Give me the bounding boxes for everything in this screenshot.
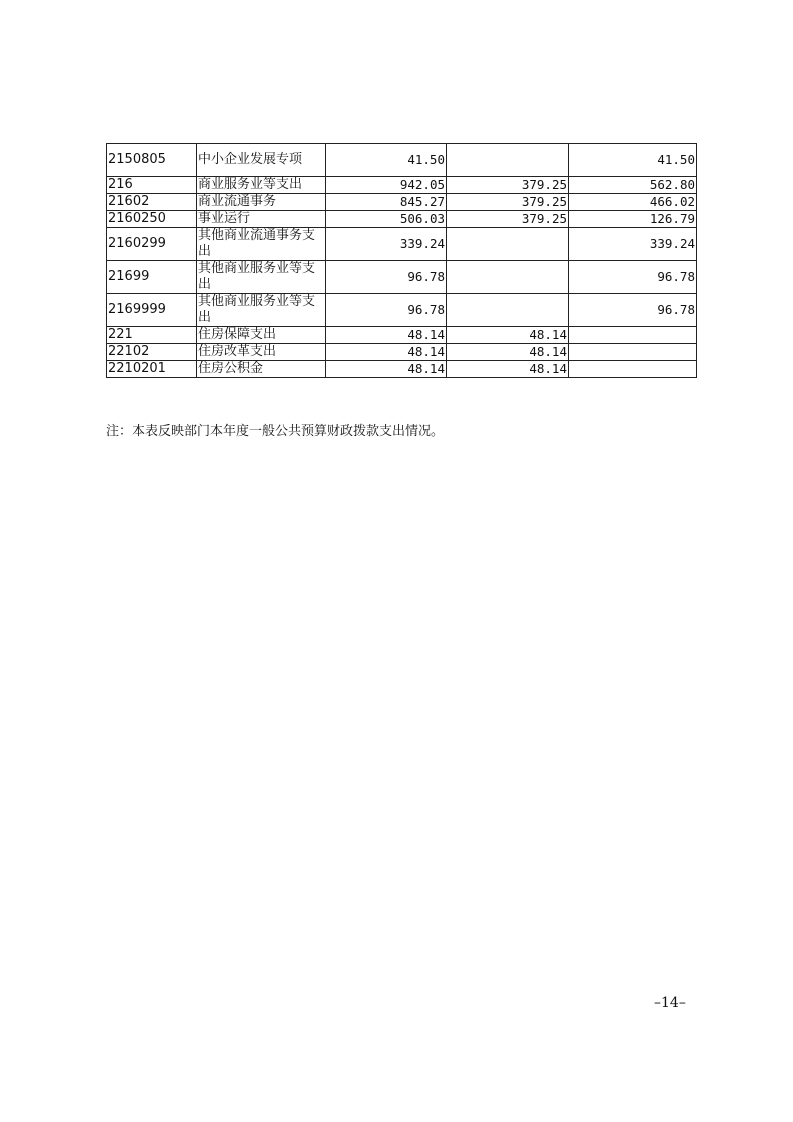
row-project: 126.79 xyxy=(569,211,697,228)
row-total: 96.78 xyxy=(326,261,447,294)
budget-table xyxy=(106,143,697,378)
row-total: 41.50 xyxy=(326,144,447,177)
row-code: 2210201 xyxy=(107,361,197,378)
row-code: 2150805 xyxy=(107,144,197,177)
row-total: 845.27 xyxy=(326,194,447,211)
row-project: 562.80 xyxy=(569,177,697,194)
row-basic: 379.25 xyxy=(447,194,569,211)
row-name: 其他商业流通事务支出 xyxy=(197,228,326,261)
row-code: 216 xyxy=(107,177,197,194)
row-code: 21602 xyxy=(107,194,197,211)
row-basic xyxy=(447,261,569,294)
row-name: 住房保障支出 xyxy=(197,327,326,344)
row-total: 942.05 xyxy=(326,177,447,194)
row-project: 41.50 xyxy=(569,144,697,177)
row-total: 48.14 xyxy=(326,344,447,361)
row-name: 商业流通事务 xyxy=(197,194,326,211)
table-row xyxy=(107,177,697,194)
table-body xyxy=(107,144,697,378)
table-row xyxy=(107,194,697,211)
row-basic xyxy=(447,144,569,177)
page-number: –14– xyxy=(654,995,686,1011)
row-name: 中小企业发展专项 xyxy=(197,144,326,177)
table-row xyxy=(107,327,697,344)
row-name: 其他商业服务业等支出 xyxy=(197,294,326,327)
row-project xyxy=(569,344,697,361)
row-total: 48.14 xyxy=(326,327,447,344)
table-note: 注：本表反映部门本年度一般公共预算财政拨款支出情况。 xyxy=(106,424,445,439)
row-project xyxy=(569,327,697,344)
table-row xyxy=(107,211,697,228)
row-basic: 379.25 xyxy=(447,211,569,228)
row-basic: 379.25 xyxy=(447,177,569,194)
row-name: 其他商业服务业等支出 xyxy=(197,261,326,294)
table-row xyxy=(107,144,697,177)
row-code: 2160299 xyxy=(107,228,197,261)
row-code: 21699 xyxy=(107,261,197,294)
row-name: 商业服务业等支出 xyxy=(197,177,326,194)
row-basic: 48.14 xyxy=(447,344,569,361)
row-name: 住房改革支出 xyxy=(197,344,326,361)
row-total: 48.14 xyxy=(326,361,447,378)
table-row xyxy=(107,261,697,294)
row-code: 2169999 xyxy=(107,294,197,327)
row-name: 事业运行 xyxy=(197,211,326,228)
row-project xyxy=(569,361,697,378)
row-code: 2160250 xyxy=(107,211,197,228)
table-row xyxy=(107,228,697,261)
row-code: 221 xyxy=(107,327,197,344)
row-total: 339.24 xyxy=(326,228,447,261)
row-project: 96.78 xyxy=(569,261,697,294)
row-basic: 48.14 xyxy=(447,327,569,344)
row-total: 96.78 xyxy=(326,294,447,327)
row-basic xyxy=(447,228,569,261)
table-row xyxy=(107,344,697,361)
row-name: 住房公积金 xyxy=(197,361,326,378)
row-basic: 48.14 xyxy=(447,361,569,378)
row-total: 506.03 xyxy=(326,211,447,228)
row-project: 96.78 xyxy=(569,294,697,327)
table-row xyxy=(107,361,697,378)
row-basic xyxy=(447,294,569,327)
table-row xyxy=(107,294,697,327)
row-project: 466.02 xyxy=(569,194,697,211)
row-code: 22102 xyxy=(107,344,197,361)
row-project: 339.24 xyxy=(569,228,697,261)
